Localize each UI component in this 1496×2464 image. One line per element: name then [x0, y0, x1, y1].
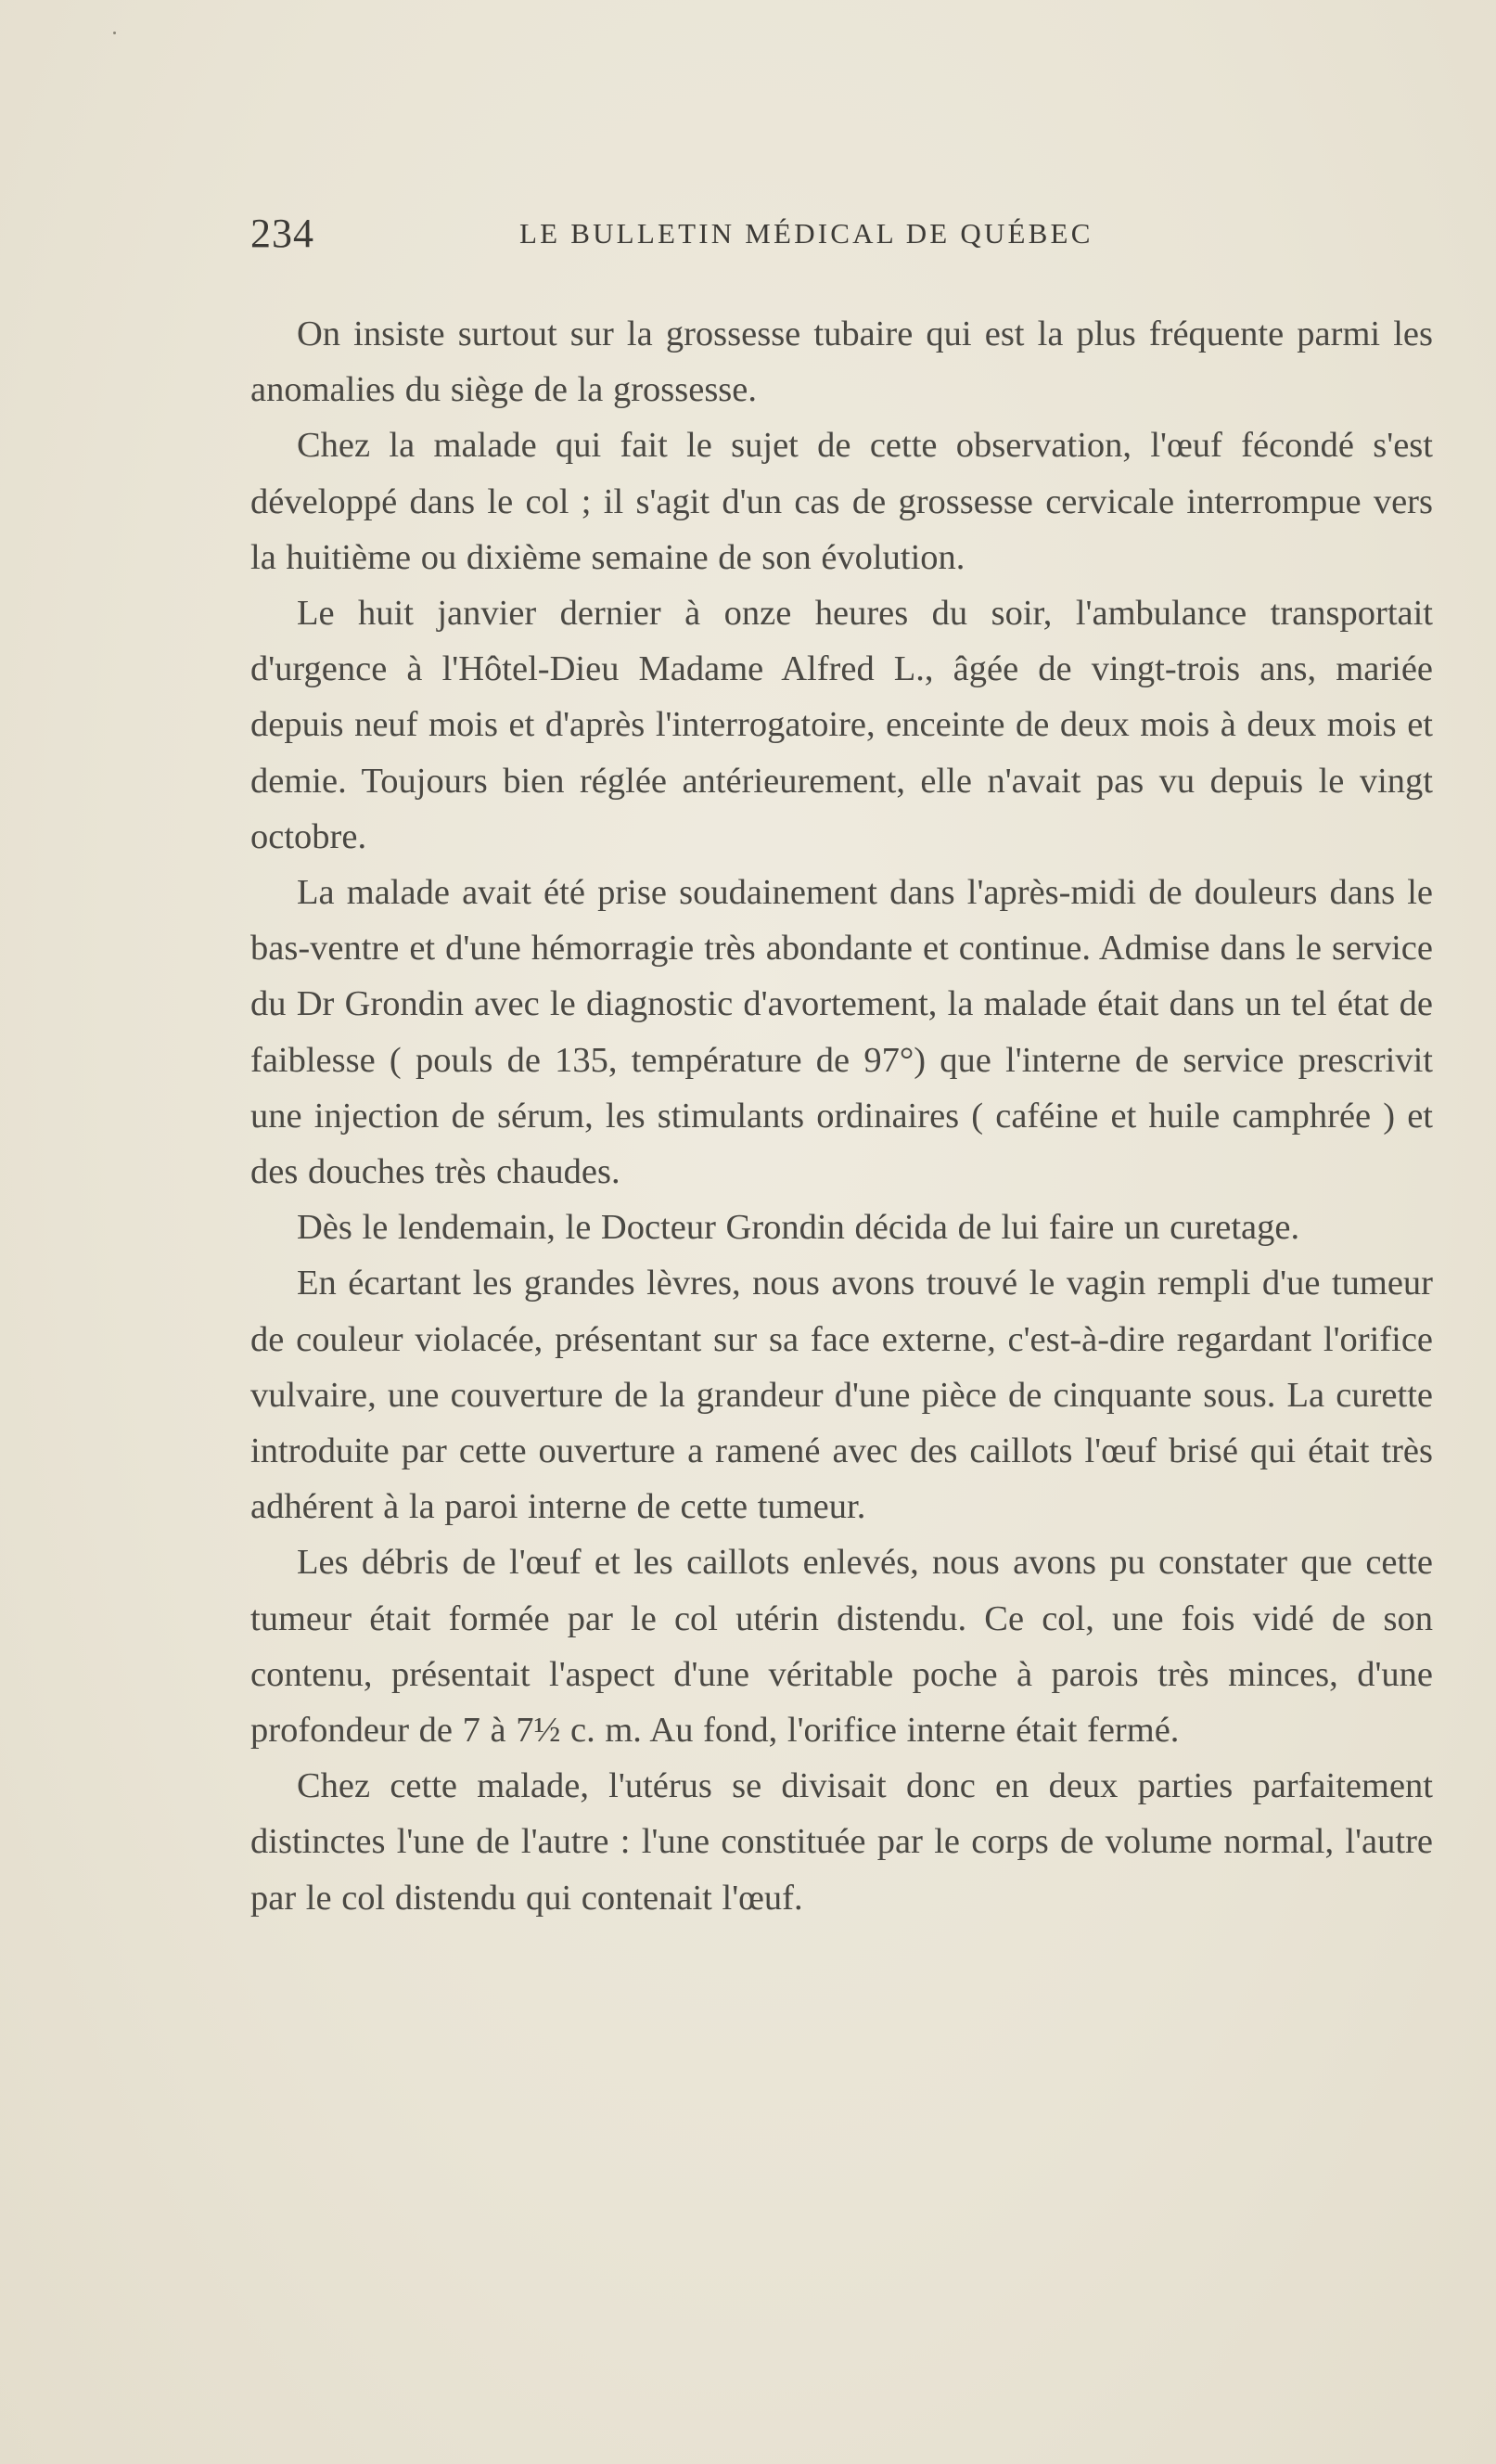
page-number: 234	[250, 211, 314, 256]
running-head: LE BULLETIN MÉDICAL DE QUÉBEC	[519, 217, 1093, 250]
page-header	[250, 210, 1178, 265]
paragraph: Dès le lendemain, le Docteur Grondin décida de lui faire un curetage.	[297, 1208, 1300, 1248]
paper-speck	[113, 32, 116, 34]
paragraph: Chez la malade qui fait le sujet de cette observation, l'œuf fécondé s'est développé dans le col ; il s'agit d'un cas de grossesse cervicale interrompue vers la huitième ou dixième semaine de son évolution.	[250, 426, 1433, 577]
paragraph: Chez cette malade, l'utérus se divisait donc en deux parties parfaitement distinctes l'une de l'autre : l'une constituée par le corps de volume normal, l'autre par le col distendu qui contenait l'œuf.	[250, 1766, 1433, 1918]
paragraph: Les débris de l'œuf et les caillots enlevés, nous avons pu constater que cette tumeur était formée par le col utérin distendu. Ce col, une fois vidé de son contenu, présentait l'aspect d'une véritable poche à parois très minces, d'une profondeur de 7 à 7½ c. m. Au fond, l'orifice interne était fermé.	[250, 1543, 1433, 1751]
paragraph: En écartant les grandes lèvres, nous avons trouvé le vagin rempli d'ue tumeur de couleur violacée, présentant sur sa face externe, c'est-à-dire regardant l'orifice vulvaire, une couverture de la grandeur d'une pièce de cinquante sous. La curette introduite par cette ouverture a ramené avec des caillots l'œuf brisé qui était très adhérent à la paroi interne de cette tumeur.	[250, 1264, 1433, 1527]
paragraph: La malade avait été prise soudainement dans l'après-midi de douleurs dans le bas-ventre et d'une hémorragie très abondante et continue. Admise dans le service du Dr Grondin avec le diagnostic d'avortement, la malade était dans un tel état de faiblesse ( pouls de 135, température de 97°) que l'interne de service prescrivit une injection de sérum, les stimulants ordinaires ( caféine et huile camphrée ) et des douches très chaudes.	[250, 873, 1433, 1192]
paragraph: On insiste surtout sur la grossesse tubaire qui est la plus fréquente parmi les anomalies du siège de la grossesse.	[250, 314, 1433, 410]
article-body	[250, 306, 1433, 1926]
paragraph: Le huit janvier dernier à onze heures du soir, l'ambulance transportait d'urgence à l'Hôtel-Dieu Madame Alfred L., âgée de vingt-trois ans, mariée depuis neuf mois et d'après l'interrogatoire, enceinte de deux mois à deux mois et demie. Toujours bien réglée antérieurement, elle n'avait pas vu depuis le vingt octobre.	[250, 594, 1433, 856]
